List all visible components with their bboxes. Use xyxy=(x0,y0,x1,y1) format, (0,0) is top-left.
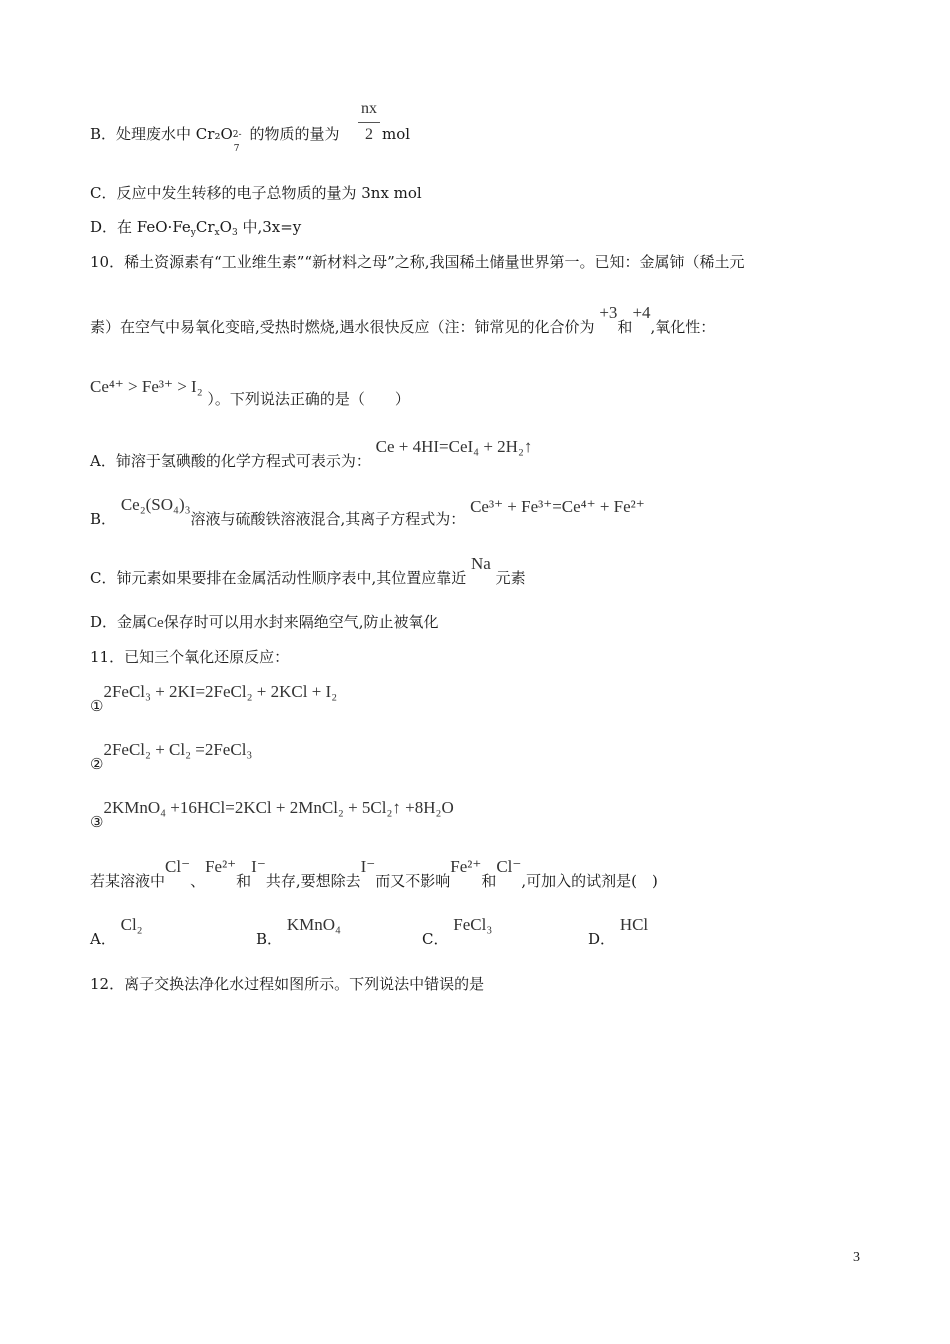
reaction-2-number: ② xyxy=(90,755,104,773)
q10-line1: 10．稀土资源素有“工业维生素”“新材料之母”之称,我国稀土储量世界第一。已知：金属铈（稀土元 xyxy=(90,253,745,271)
q10-c-label: C．铈元素如果要排在金属活动性顺序表中,其位置应靠近 xyxy=(90,569,467,587)
cerium-symbol: Ce xyxy=(147,615,164,631)
q9-d-y: y xyxy=(190,228,196,238)
q10-b-formula: Ce₂(SO₄)₃ xyxy=(120,495,191,514)
q9-option-b-sub: 7 xyxy=(233,144,240,154)
q10-b-text: 溶液与硫酸铁溶液混合,其离子方程式为： xyxy=(190,510,466,528)
q11-reaction-3 xyxy=(90,798,454,831)
q11-and: 和 xyxy=(236,872,252,890)
iron2-ion-2: Fe²⁺ xyxy=(450,857,482,876)
oxidizing-order-formula: Ce⁴⁺ > Fe³⁺ > I₂ xyxy=(90,377,203,396)
q11-option-c xyxy=(422,915,493,948)
option-a-label: A． xyxy=(90,930,116,948)
fraction-numerator: nx xyxy=(361,100,377,117)
iron2-ion: Fe²⁺ xyxy=(205,857,237,876)
reaction-3-number: ③ xyxy=(90,813,104,831)
fraction-bar xyxy=(358,122,380,123)
q9-option-b-mid: 的物质的量为 xyxy=(244,125,340,143)
iodide-ion-2: I⁻ xyxy=(360,857,376,876)
sodium-symbol: Na xyxy=(471,554,491,573)
q9-option-d xyxy=(90,220,301,238)
q10-c-end: 元素 xyxy=(495,569,526,587)
q10-line2 xyxy=(90,303,716,336)
option-a-value: Cl₂ xyxy=(120,915,143,934)
q9-d-pre: D．在 FeO·Fe xyxy=(90,218,191,236)
q10-option-a xyxy=(90,437,533,470)
reaction-1-formula: 2FeCl₃ + 2KI=2FeCl₂ + 2KCl + I₂ xyxy=(103,682,338,701)
q9-option-b-sup: 2- xyxy=(232,130,242,140)
q10-d-a: D．金属 xyxy=(90,613,148,631)
reaction-1-number: ① xyxy=(90,697,104,715)
q10-line3 xyxy=(90,377,410,408)
q9-d-o: O xyxy=(219,218,232,236)
q9-d-post: 中,3x=y xyxy=(237,218,302,236)
q9-option-b xyxy=(90,125,340,154)
q11-question xyxy=(90,857,658,890)
chloride-ion: Cl⁻ xyxy=(165,857,191,876)
q10-line3-text: ）。下列说法正确的是（ ） xyxy=(207,390,410,408)
q10-b-equation: Ce³⁺ + Fe³⁺=Ce⁴⁺ + Fe²⁺ xyxy=(470,497,645,516)
q12-text: 12．离子交换法净化水过程如图所示。下列说法中错误的是 xyxy=(90,975,485,993)
option-d-label: D． xyxy=(588,930,616,948)
q11-and-2: 和 xyxy=(481,872,497,890)
q11-option-a xyxy=(90,915,143,948)
q10-line2-a: 素）在空气中易氧化变暗,受热时燃烧,遇水很快反应（注：铈常见的化合价为 xyxy=(90,318,595,336)
q9-fraction xyxy=(358,100,380,144)
q10-option-d xyxy=(90,615,438,631)
q11-reaction-2 xyxy=(90,740,253,773)
q10-a-formula: Ce + 4HI=CeI₄ + 2H₂↑ xyxy=(375,437,533,456)
q11-q-a: 若某溶液中 xyxy=(90,872,166,890)
chloride-ion-2: Cl⁻ xyxy=(496,857,522,876)
q10-a-label: A．铈溶于氢碘酸的化学方程式可表示为： xyxy=(90,452,371,470)
q11-option-b xyxy=(256,915,341,948)
q11-option-d xyxy=(588,915,649,948)
option-c-label: C． xyxy=(422,930,449,948)
q10-d-b: 保存时可以用水封来隔绝空气,防止被氧化 xyxy=(163,613,439,631)
reaction-3-formula: 2KMnO₄ +16HCl=2KCl + 2MnCl₂ + 5Cl₂↑ +8H₂O xyxy=(103,798,454,817)
q10-option-c xyxy=(90,554,526,587)
q11-sep: 、 xyxy=(190,872,206,890)
q9-d-cr: Cr xyxy=(195,218,215,236)
q9-d-x: x xyxy=(214,228,220,238)
q10-option-b xyxy=(90,495,645,528)
q10-line2-b: ,氧化性： xyxy=(650,318,716,336)
option-b-label: B． xyxy=(256,930,283,948)
q11-intro: 11．已知三个氧化还原反应： xyxy=(90,648,290,666)
q10-b-label: B． xyxy=(90,510,117,528)
valence-plus3: +3 xyxy=(599,303,618,322)
valence-plus4: +4 xyxy=(632,303,651,322)
reaction-2-formula: 2FeCl₂ + Cl₂ =2FeCl₃ xyxy=(103,740,253,759)
page-number: 3 xyxy=(853,1250,860,1265)
q11-q-d: ,可加入的试剂是( ) xyxy=(521,872,658,890)
option-b-value: KMnO₄ xyxy=(286,915,341,934)
option-d-value: HCl xyxy=(619,915,649,934)
fraction-denominator: 2 xyxy=(365,126,373,143)
q9-d-3: 3 xyxy=(231,228,238,238)
q9-option-b-unit: mol xyxy=(382,125,411,143)
option-c-value: FeCl₃ xyxy=(453,915,493,934)
q9-option-c: C．反应中发生转移的电子总物质的量为 3nx mol xyxy=(90,184,422,202)
q11-reaction-1 xyxy=(90,682,338,715)
q10-and: 和 xyxy=(617,318,633,336)
iodide-ion: I⁻ xyxy=(251,857,266,876)
q11-q-b: 共存,要想除去 xyxy=(265,872,361,890)
q11-q-c: 而又不影响 xyxy=(375,872,451,890)
q9-option-b-text: B．处理废水中 Cr₂O xyxy=(90,125,233,143)
